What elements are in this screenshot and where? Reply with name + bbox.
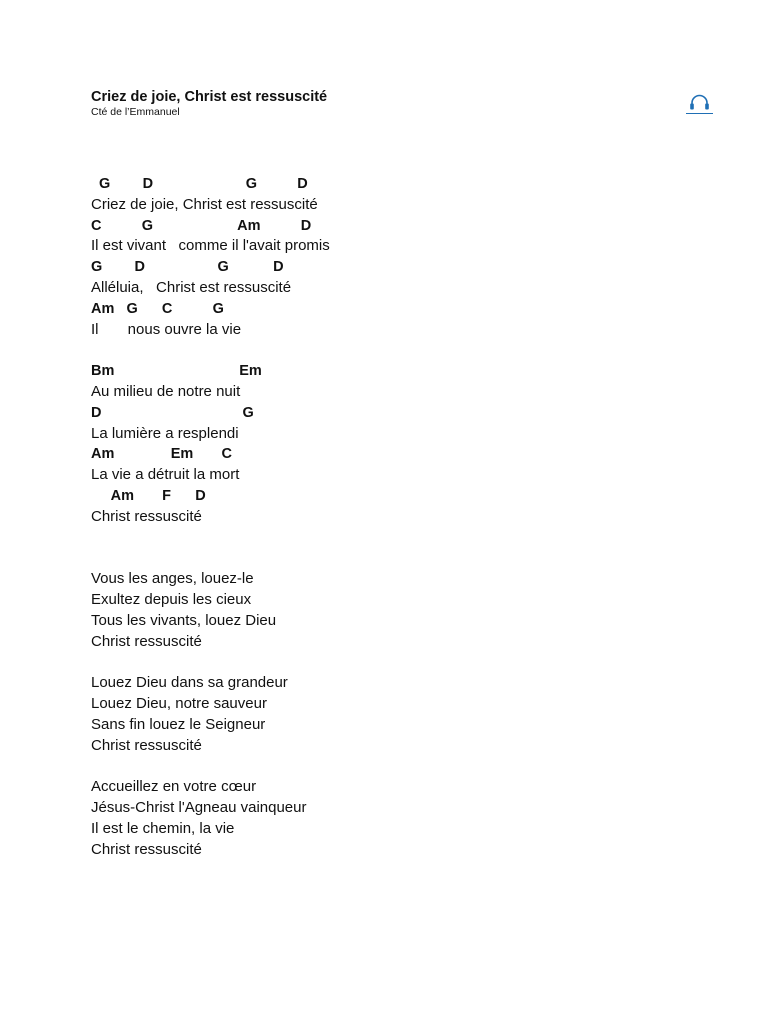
lyric-line: Accueillez en votre cœur: [91, 778, 257, 796]
song-author: Cté de l’Emmanuel: [91, 106, 180, 118]
song-body: [91, 174, 691, 860]
verse-1-section: [91, 569, 691, 652]
verse-3-section: [91, 777, 691, 860]
song-title: Criez de joie, Christ est ressuscité: [91, 89, 328, 105]
lyric-line: Jésus-Christ l'Agneau vainqueur: [91, 798, 307, 816]
chord-line: Am F D: [91, 487, 206, 504]
chord-line: G D G D: [91, 259, 284, 276]
lyric-line: Christ ressuscité: [91, 507, 202, 525]
lyric-line: Louez Dieu, notre sauveur: [91, 694, 267, 712]
lyric-line: Vous les anges, louez-le: [91, 570, 254, 588]
lyric-line: Au milieu de notre nuit: [91, 382, 241, 400]
lyric-line: Exultez depuis les cieux: [91, 590, 252, 608]
chord-line: G D G D: [91, 176, 308, 192]
lyric-line: Il est vivant comme il l'avait promis: [91, 237, 330, 255]
lyric-line: Sans fin louez le Seigneur: [91, 715, 266, 733]
song-header: [91, 88, 327, 119]
audio-link-underline: [686, 113, 713, 114]
section-spacer: [91, 528, 691, 570]
lyric-line: Christ ressuscité: [91, 840, 202, 858]
chord-line: Bm Em: [91, 363, 262, 380]
lyric-line: La vie a détruit la mort: [91, 466, 240, 484]
section-spacer: [91, 340, 691, 361]
lyric-line: Tous les vivants, louez Dieu: [91, 611, 277, 629]
bridge-section: [91, 361, 691, 527]
verse-2-section: [91, 673, 691, 756]
lyric-line: Il nous ouvre la vie: [91, 320, 242, 338]
lyric-line: Alléluia, Christ est ressuscité: [91, 278, 292, 296]
section-spacer: [91, 652, 691, 673]
lyric-line: Il est le chemin, la vie: [91, 819, 235, 837]
chord-line: Am G C G: [91, 300, 224, 317]
lyric-line: Christ ressuscité: [91, 632, 202, 650]
chord-line: Am Em C: [91, 446, 232, 463]
chord-line: D G: [91, 404, 254, 421]
lyric-line: Louez Dieu dans sa grandeur: [91, 674, 288, 692]
headphones-icon: [686, 93, 713, 113]
section-spacer: [91, 756, 691, 777]
audio-link[interactable]: [686, 93, 713, 114]
lyric-line: La lumière a resplendi: [91, 424, 239, 442]
chorus-section: [91, 174, 691, 340]
lyric-line: Criez de joie, Christ est ressuscité: [91, 195, 318, 213]
lyric-line: Christ ressuscité: [91, 736, 202, 754]
chord-line: C G Am D: [91, 217, 312, 234]
